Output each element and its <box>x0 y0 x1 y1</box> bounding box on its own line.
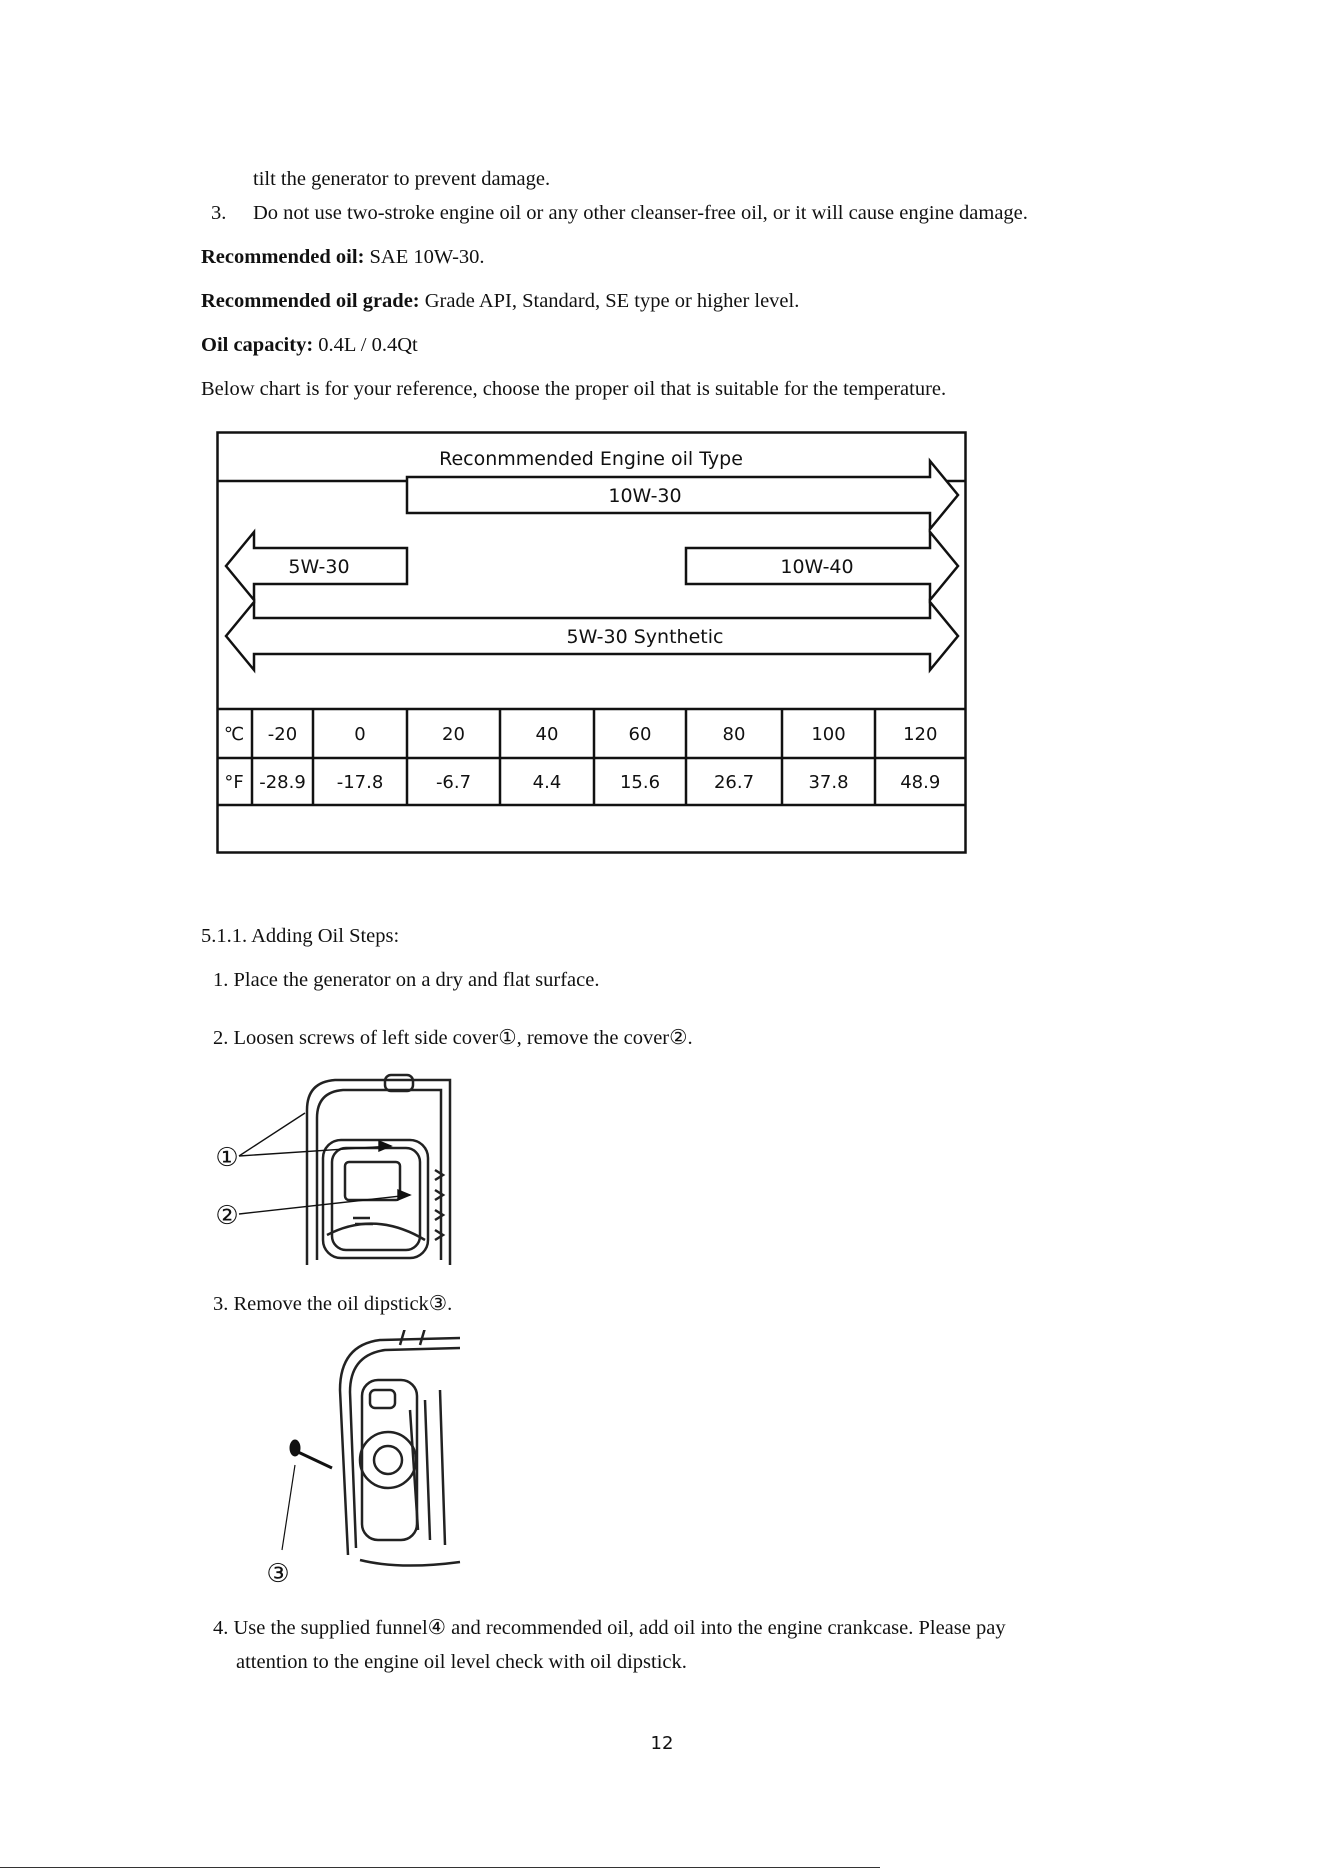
fahrenheit-value: -6.7 <box>435 772 472 793</box>
fahrenheit-value: 37.8 <box>808 772 849 793</box>
step-1: 1. Place the generator on a dry and flat surface. <box>213 969 600 991</box>
oil-capacity-label: Oil capacity: <box>201 334 314 356</box>
recommended-grade <box>201 290 799 313</box>
oil-type-chart <box>216 431 967 854</box>
oil-label-5w-30: 5W-30 <box>288 556 350 578</box>
section-heading: 5.1.1. Adding Oil Steps: <box>201 925 400 947</box>
step-3: 3. Remove the oil dipstick③. <box>213 1293 453 1315</box>
recommended-oil <box>201 246 485 269</box>
oil-label-5w-30-synthetic: 5W-30 Synthetic <box>566 626 724 648</box>
celsius-value: 120 <box>903 724 938 745</box>
note-3-number: 3. <box>211 202 227 224</box>
fahrenheit-value: -28.9 <box>259 772 306 793</box>
celsius-value: -20 <box>267 724 298 745</box>
fahrenheit-unit-label: °F <box>224 772 244 793</box>
celsius-value: 80 <box>722 724 746 745</box>
step-4-line-2: attention to the engine oil level check with oil dipstick. <box>236 1651 687 1673</box>
celsius-value: 20 <box>442 724 465 745</box>
callout-3: ③ <box>266 1559 290 1589</box>
recommended-oil-label: Recommended oil: <box>201 246 365 268</box>
recommended-grade-label: Recommended oil grade: <box>201 290 420 312</box>
celsius-value: 60 <box>628 724 652 745</box>
note-3-text: Do not use two-stroke engine oil or any other cleanser-free oil, or it will cause engine damage. <box>253 202 1028 224</box>
side-cover-illustration <box>205 1070 460 1275</box>
oil-label-10w-40: 10W-40 <box>780 556 854 578</box>
page-number: 12 <box>650 1733 674 1754</box>
callout-1: ① <box>215 1143 239 1173</box>
step-2: 2. Loosen screws of left side cover①, remove the cover②. <box>213 1027 693 1049</box>
celsius-value: 40 <box>535 724 559 745</box>
fahrenheit-value: 4.4 <box>532 772 562 793</box>
chart-intro: Below chart is for your reference, choose the proper oil that is suitable for the temperature. <box>201 378 947 400</box>
recommended-grade-value: Grade API, Standard, SE type or higher level. <box>419 290 800 312</box>
oil-label-10w-30: 10W-30 <box>608 485 682 507</box>
recommended-oil-value: SAE 10W-30. <box>364 246 485 268</box>
oil-capacity-value: 0.4L / 0.4Qt <box>313 334 418 356</box>
oil-arrow-10w-30 <box>407 461 958 529</box>
fahrenheit-value: -17.8 <box>336 772 384 793</box>
fahrenheit-value: 15.6 <box>619 772 661 793</box>
bottom-rule <box>0 1867 880 1868</box>
oil-capacity <box>201 334 418 357</box>
continued-line: tilt the generator to prevent damage. <box>253 168 551 190</box>
fahrenheit-value: 48.9 <box>900 772 941 793</box>
chart-title: Reconmmended Engine oil Type <box>439 448 743 470</box>
fahrenheit-value: 26.7 <box>713 772 755 793</box>
dipstick-illustration <box>250 1330 465 1595</box>
callout-2: ② <box>215 1201 239 1231</box>
celsius-value: 0 <box>354 724 366 745</box>
celsius-unit-label: ℃ <box>223 724 245 745</box>
step-4-line-1: 4. Use the supplied funnel④ and recommended oil, add oil into the engine crankcase. Please pay <box>213 1617 1006 1639</box>
celsius-value: 100 <box>811 724 846 745</box>
